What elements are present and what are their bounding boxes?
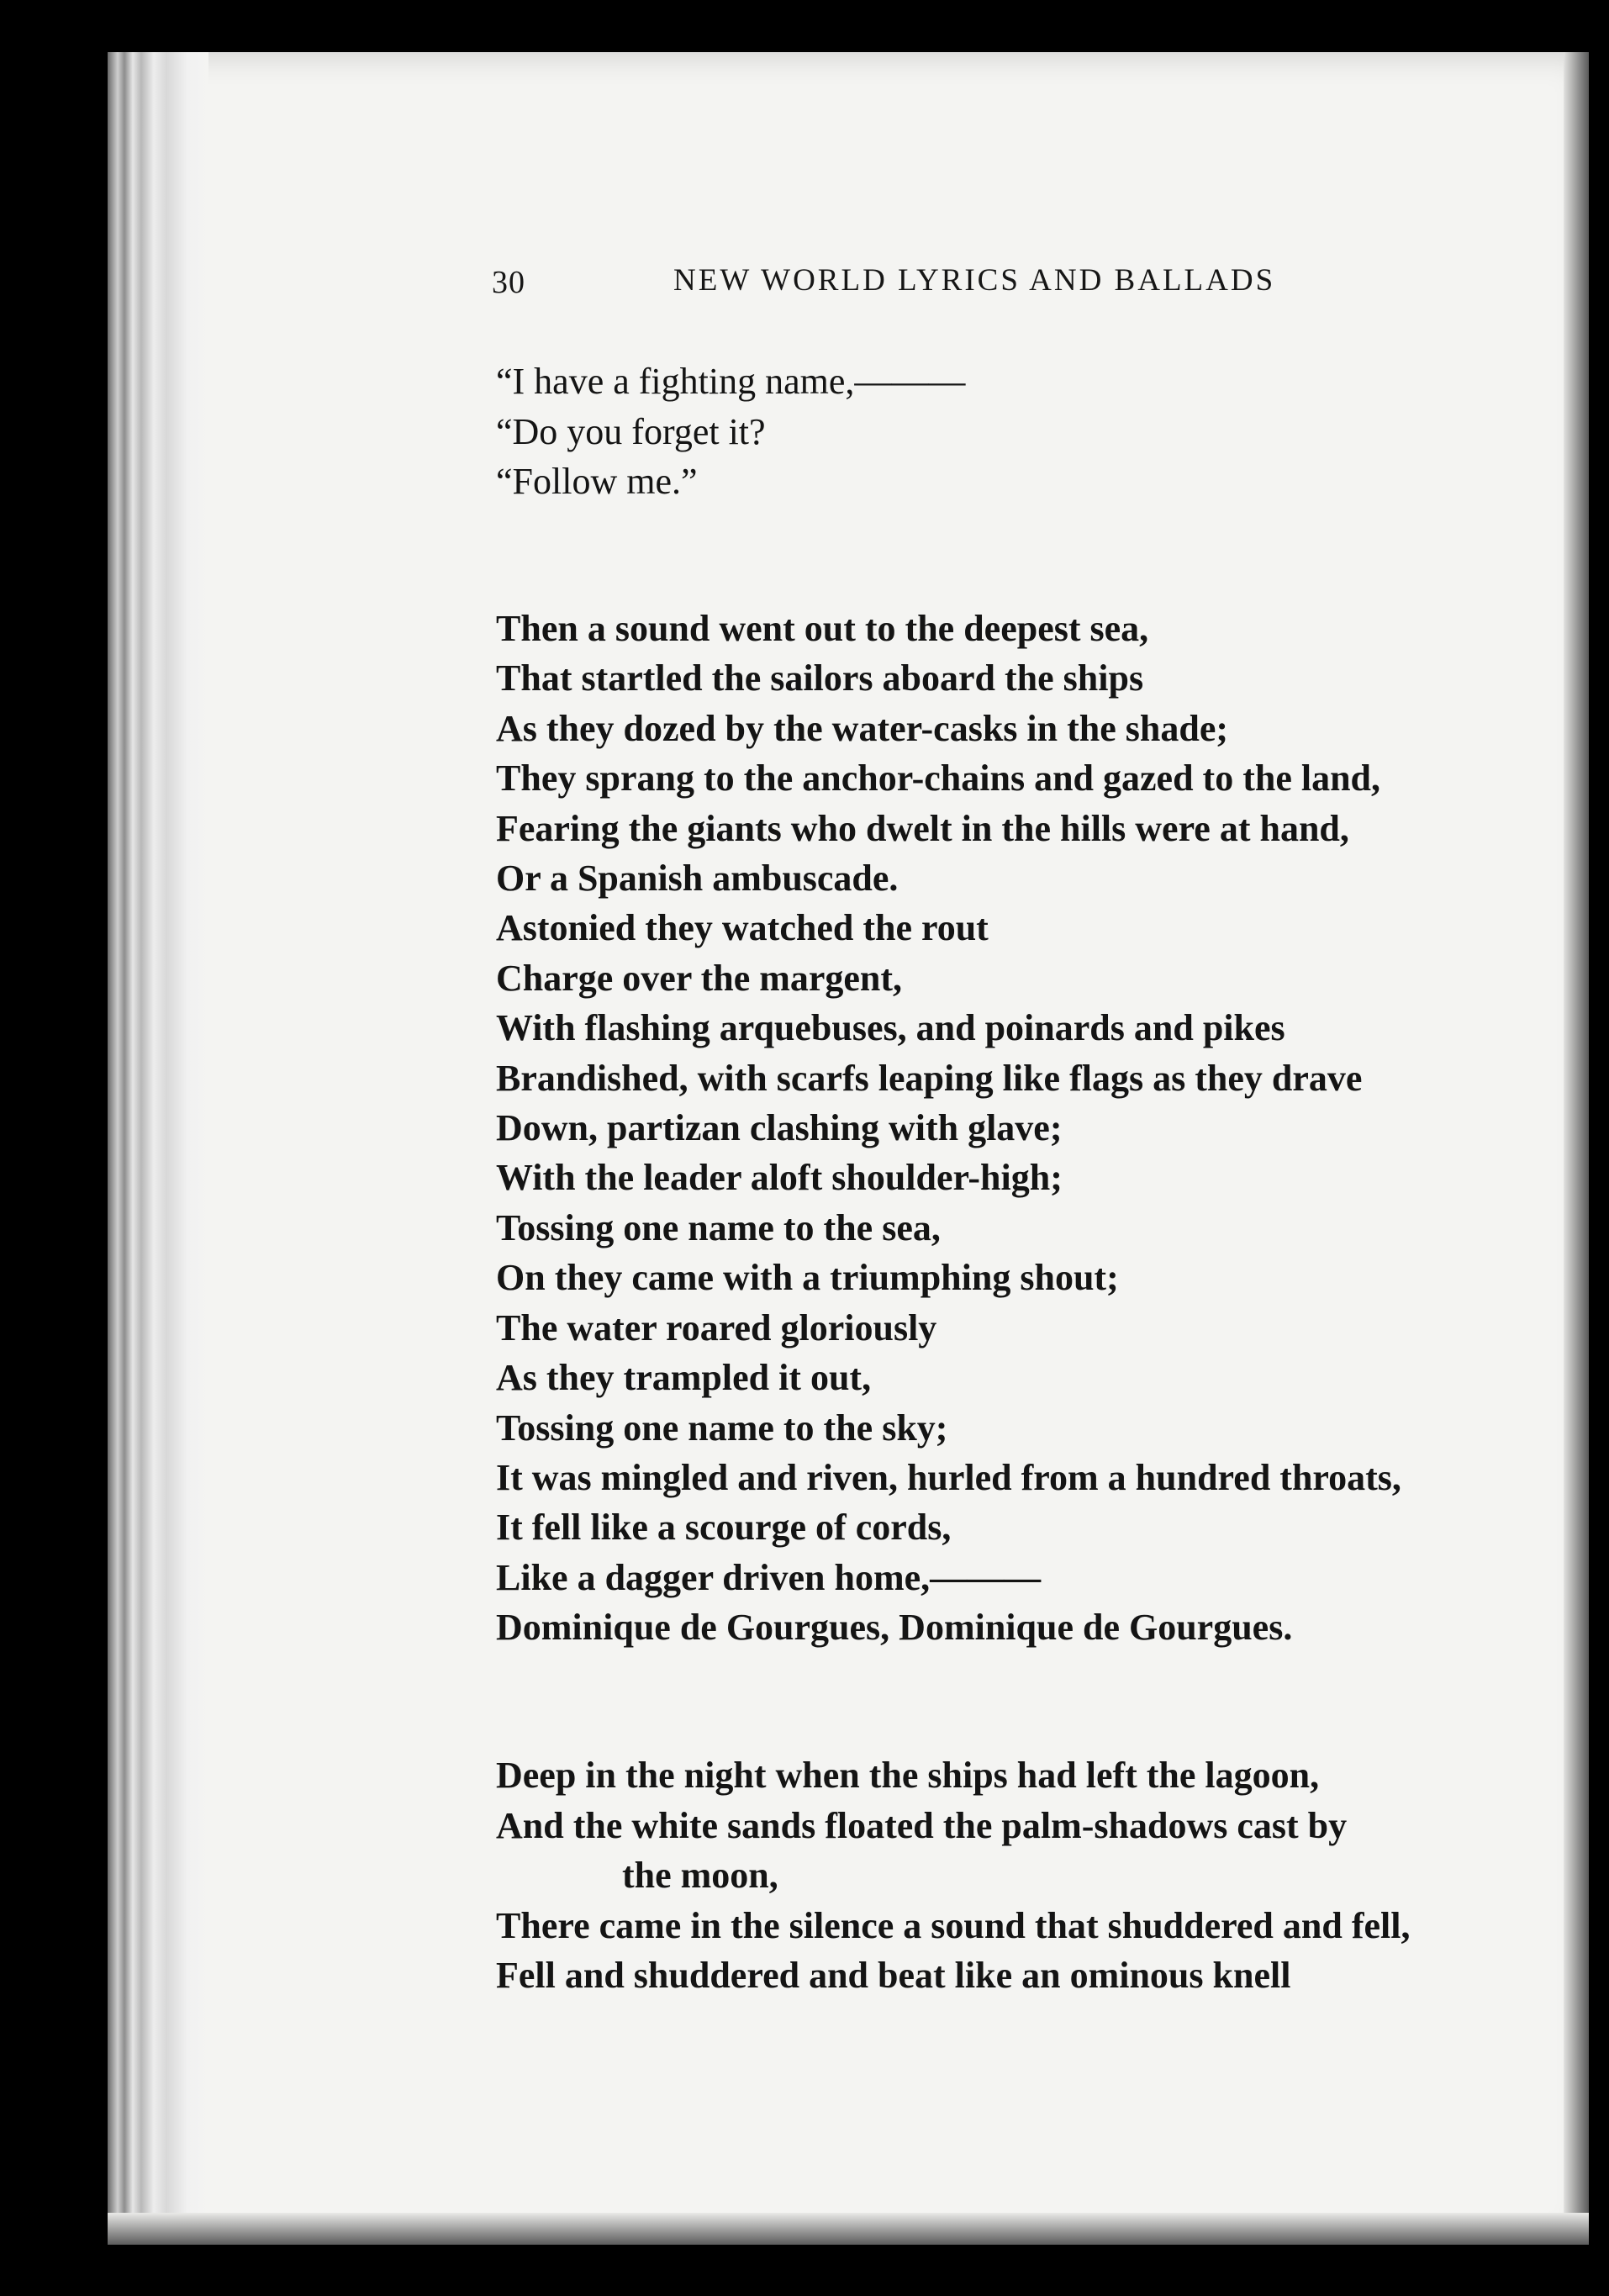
- poem-line: “Follow me.”: [496, 461, 698, 502]
- poem-line: On they came with a triumphing shout;: [496, 1257, 1119, 1299]
- poem-line: Tossing one name to the sky;: [496, 1407, 948, 1449]
- poem-line: They sprang to the anchor-chains and gazed to the land,: [496, 757, 1381, 800]
- poem-line: As they trampled it out,: [496, 1357, 872, 1399]
- poem-line: Then a sound went out to the deepest sea,: [496, 608, 1149, 649]
- book-title-header: NEW WORLD LYRICS AND BALLADS: [673, 263, 1276, 298]
- poem-line: Brandished, with scarfs leaping like flags as they drave: [496, 1057, 1363, 1099]
- poem-line: The water roared gloriously: [496, 1306, 937, 1349]
- poem-line: With flashing arquebuses, and poinards and pikes: [496, 1007, 1285, 1049]
- poem-line: Astonied they watched the rout: [496, 907, 989, 949]
- poem-line-continuation: the moon,: [622, 1855, 778, 1896]
- poem-line: Dominique de Gourgues, Dominique de Gourgues.: [496, 1607, 1293, 1649]
- poem-line: Tossing one name to the sea,: [496, 1206, 941, 1248]
- poem-line: It was mingled and riven, hurled from a hundred throats,: [496, 1456, 1401, 1498]
- page-bottom-shadow: [108, 2213, 1589, 2245]
- stanza-2: [496, 604, 1401, 1653]
- poem-line: With the leader aloft shoulder-high;: [496, 1157, 1063, 1199]
- poem-line: There came in the silence a sound that shuddered and fell,: [496, 1904, 1411, 1946]
- poem-line: Or a Spanish ambuscade.: [496, 858, 899, 900]
- poem-line: Deep in the night when the ships had left the lagoon,: [496, 1755, 1320, 1796]
- page-number: 30: [492, 265, 525, 300]
- stanza-3: [496, 1750, 1410, 2001]
- page-gutter-edge: [108, 52, 208, 2245]
- poem-line: As they dozed by the water-casks in the shade;: [496, 707, 1229, 749]
- running-head: [492, 261, 1358, 303]
- poem-line: “Do you forget it?: [496, 410, 766, 452]
- stanza-1: [496, 356, 965, 507]
- page-right-shadow: [1564, 52, 1589, 2245]
- poem-line: Down, partizan clashing with glave;: [496, 1107, 1063, 1149]
- poem-line: “I have a fighting name,———: [496, 361, 966, 402]
- poem-line: That startled the sailors aboard the ships: [496, 657, 1144, 699]
- poem-line: Fell and shuddered and beat like an ominous knell: [496, 1955, 1291, 1996]
- poem-line: It fell like a scourge of cords,: [496, 1507, 952, 1549]
- poem-line: Charge over the margent,: [496, 957, 903, 999]
- poem-line: And the white sands floated the palm-shadows cast by: [496, 1804, 1348, 1846]
- poem-line: Fearing the giants who dwelt in the hills were at hand,: [496, 807, 1349, 849]
- poem-line: Like a dagger driven home,———: [496, 1556, 1042, 1598]
